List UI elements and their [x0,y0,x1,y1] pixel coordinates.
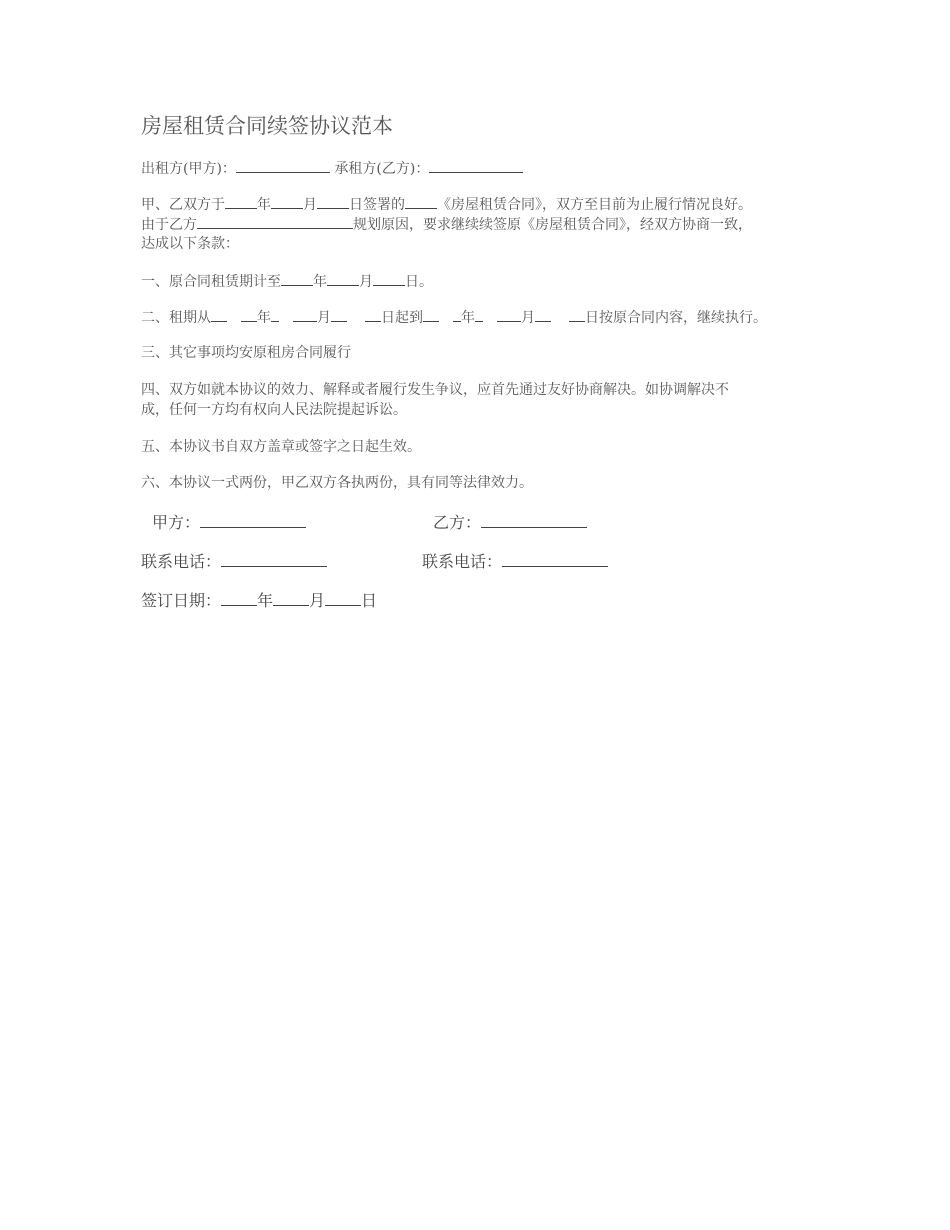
day-label: 日。 [405,274,433,290]
start-day-blank[interactable] [331,307,347,322]
clause-2 [141,307,767,328]
date-year-blank[interactable] [221,589,257,606]
date-month-blank[interactable] [273,589,309,606]
lessor-blank[interactable] [236,158,330,173]
parties-line [141,158,523,179]
sign-year-blank[interactable] [225,194,257,209]
clause-4-line-2: 成，任何一方均有权向人民法院提起诉讼。 [141,402,407,418]
clause-text: 二、租期从 [141,310,211,326]
party-b-signature [433,511,587,534]
end-year-blank[interactable] [281,271,313,286]
year-label: 年 [257,197,271,213]
to-year-blank[interactable] [453,307,461,322]
to-year-blank[interactable] [423,307,439,322]
to-day-blank[interactable] [569,307,585,322]
sign-date-line [141,589,377,612]
end-month-blank[interactable] [327,271,359,286]
contract-blank[interactable] [405,194,437,209]
phone-a-blank[interactable] [221,550,327,567]
to-day-blank[interactable] [535,307,551,322]
intro-line-2 [141,214,752,235]
month-label: 月 [521,310,535,326]
intro-text: 日签署的 [349,197,405,213]
start-day-blank[interactable] [365,307,381,322]
date-day-blank[interactable] [325,589,361,606]
party-a-blank[interactable] [200,511,306,528]
lessee-label: 承租方(乙方)： [334,161,430,177]
lessor-label: 出租方(甲方)： [141,161,236,177]
year-label: 年 [257,591,274,610]
end-day-blank[interactable] [373,271,405,286]
party-b-blank[interactable] [481,511,587,528]
clause-text: 日按原合同内容，继续执行。 [585,310,767,326]
intro-text: 由于乙方 [141,217,197,233]
date-label: 签订日期： [141,591,222,610]
sign-month-blank[interactable] [271,194,303,209]
intro-text: 《房屋租赁合同》，双方至目前为止履行情况良好。 [437,197,752,213]
party-a-label: 甲方： [152,513,201,532]
to-month-blank[interactable] [497,307,521,322]
month-label: 月 [359,274,373,290]
phone-b-line [422,550,608,573]
year-label: 年 [461,310,475,326]
party-b-label: 乙方： [433,513,482,532]
intro-line-3: 达成以下条款： [141,236,239,252]
party-a-signature [152,511,306,534]
phone-b-label: 联系电话： [422,552,503,571]
intro-line-1 [141,194,752,215]
phone-b-blank[interactable] [502,550,608,567]
phone-a-label: 联系电话： [141,552,222,571]
reason-blank[interactable] [197,214,353,229]
month-label: 月 [309,591,326,610]
clause-5: 五、本协议书自双方盖章或签字之日起生效。 [141,439,421,455]
start-month-blank[interactable] [271,307,279,322]
intro-text: 规划原因，要求继续续签原《房屋租赁合同》，经双方协商一致， [353,217,752,233]
intro-text: 甲、乙双方于 [141,197,225,213]
lessee-blank[interactable] [429,158,523,173]
sign-day-blank[interactable] [317,194,349,209]
clause-1 [141,271,433,292]
document-title: 房屋租赁合同续签协议范本 [141,114,393,138]
day-label: 日 [361,591,378,610]
clause-6: 六、本协议一式两份，甲乙双方各执两份，具有同等法律效力。 [141,475,533,491]
month-label: 月 [317,310,331,326]
clause-text: 一、原合同租赁期计至 [141,274,281,290]
clause-3: 三、其它事项均安原租房合同履行 [141,345,351,361]
year-label: 年 [313,274,327,290]
day-label: 日起到 [381,310,423,326]
phone-a-line [141,550,327,573]
year-label: 年 [257,310,271,326]
start-year-blank[interactable] [241,307,257,322]
to-month-blank[interactable] [475,307,483,322]
month-label: 月 [303,197,317,213]
start-month-blank[interactable] [293,307,317,322]
clause-4-line-1: 四、双方如就本协议的效力、解释或者履行发生争议，应首先通过友好协商解决。如协调解决不 [141,382,729,398]
start-year-blank[interactable] [211,307,227,322]
